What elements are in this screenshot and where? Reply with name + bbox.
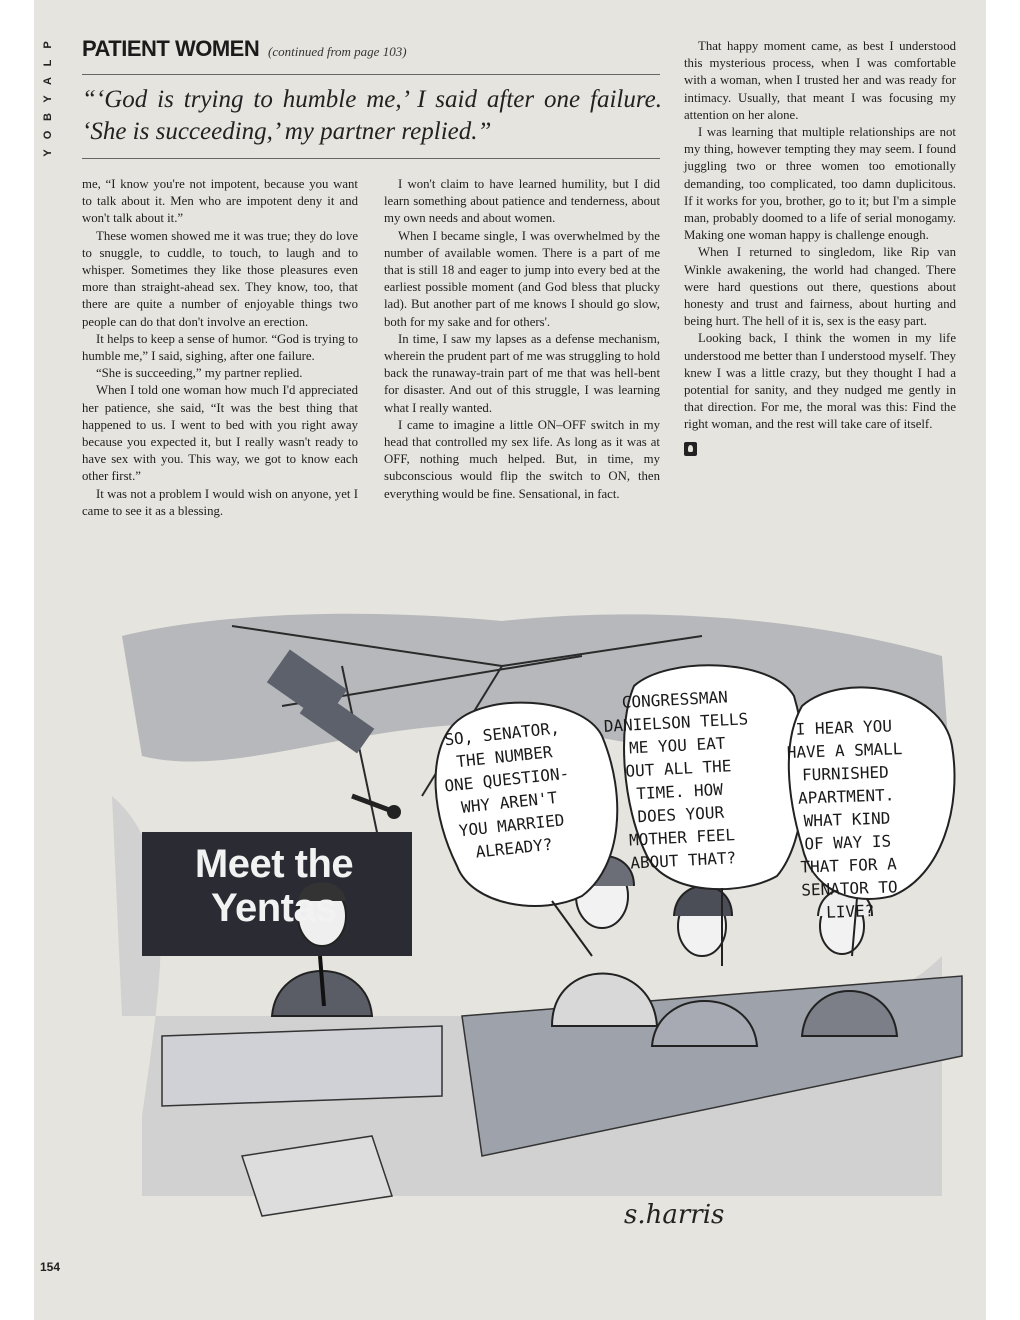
text-column-2 [384, 176, 660, 503]
pull-quote: “‘God is trying to humble me,’ I said after one failure. ‘She is succeeding,’ my partner replied.” [82, 86, 662, 145]
paragraph: Looking back, I think the women in my life understood me better than I understood myself. They knew I was a little crazy, but they thought I had a potential for sanity, and they nudged me gently in that direction. For me, the moral was this: Find the right woman, and the rest will take care of itself. [684, 331, 956, 432]
end-mark-icon [684, 442, 697, 456]
running-head-letter: B [42, 113, 54, 121]
paragraph: It was not a problem I would wish on anyone, yet I came to see it as a blessing. [82, 486, 358, 518]
sign-line: Meet the [194, 842, 354, 886]
page-number: 154 [40, 1260, 61, 1274]
paragraph: These women showed me it was true; they do love to snuggle, to cuddle, to touch, to laugh and to whisper. Sometimes they like those pleasures even more than straight-ahead sex. They know, too, that there are quite a number of enjoyable things two people can do that don't involve an erection. [82, 228, 358, 329]
paragraph: “She is succeeding,” my partner replied. [96, 366, 303, 381]
speech-balloon-3: I HEAR YOU HAVE A SMALL FURNISHED APARTMENT. WHAT KIND OF WAY IS THAT FOR A SENATOR TO LIVE? [786, 716, 903, 922]
running-head-letter: P [42, 41, 54, 49]
magazine-page [34, 0, 986, 1320]
paragraph: When I returned to singledom, like Rip van Winkle awakening, the world had changed. There were hard questions out there, questions about honesty and trust and fairness, about hurting and being hurt. The hell of it is, sex is the easy part. [684, 245, 956, 329]
running-head-letter: Y [42, 95, 54, 103]
running-head-letter: A [42, 77, 54, 85]
paragraph: It helps to keep a sense of humor. “God is trying to humble me,” I said, sighing, after one failure. [82, 331, 358, 364]
paragraph: I was learning that multiple relationships are not my thing, however tempting they may seem. I found juggling two or three women too emotionally demanding, too complicated, too damn duplicitous. If it works for you, brother, go to it; but I'm a simple man, probably doomed to a life of serial monogamy. Making one woman happy is challenge enough. [684, 125, 956, 243]
running-head-letter: O [42, 130, 54, 140]
paragraph: When I told one woman how much I'd appreciated her patience, she said, “It was the best thing that happened to us. I went to bed with you right away because you expected it, but I really wasn't ready to have sex with you. This way, we got to know each other first.” [82, 383, 358, 484]
speech-balloon-1: SO, SENATOR, THE NUMBER ONE QUESTION- WHY AREN'T YOU MARRIED ALREADY? [443, 718, 571, 862]
text-column-3 [684, 38, 956, 461]
paragraph: I came to imagine a little ON–OFF switch in my head that controlled my sex life. As long as it was at OFF, nothing much helped. But, in time, my subconscious would flip the switch to ON, then everything would be fine. Sensational, in fact. [384, 417, 660, 501]
running-head-letter: Y [42, 149, 54, 157]
artist-signature: s.harris [624, 1200, 725, 1230]
paragraph: When I became single, I was overwhelmed by the number of available women. There is a part of me that is still 18 and eager to jump into every bed at the earliest possible moment (and God bless that plucky lad). But another part of me knows I should go slow, both for my sake and for others'. [384, 228, 660, 329]
pull-quote-rule-bottom [82, 158, 660, 159]
speech-balloon-2: CONGRESSMAN DANIELSON TELLS ME YOU EAT OUT ALL THE TIME. HOW DOES YOUR MOTHER FEEL ABOUT THAT? [603, 687, 749, 873]
continued-note: (continued from page 103) [268, 44, 407, 59]
running-head-letter: L [42, 59, 54, 67]
paragraph: I won't claim to have learned humility, but I did learn something about patience and tenderness, about my own needs and about women. [384, 177, 660, 226]
cartoon-sign [154, 842, 394, 930]
text-column-1 [82, 176, 358, 520]
section-title: PATIENT WOMEN [82, 36, 260, 61]
sign-line: Yentas [211, 886, 337, 930]
paragraph: me, “I know you're not impotent, because you want to talk about it. Men who are impotent deny it and won't talk about it.” [82, 177, 358, 226]
paragraph: That happy moment came, as best I understood this mysterious process, when I was comfortable with a woman, when I trusted her and was ready for intimacy. Usually, that meant I was focusing my attention on her alone. [684, 39, 956, 122]
pull-quote-rule-top [82, 74, 660, 75]
cartoon-illustration [82, 596, 972, 1276]
paragraph: In time, I saw my lapses as a defense mechanism, wherein the prudent part of me was struggling to hold back the runaway-train part of me that was hell-bent for disaster. And out of this struggle, I was learning what I really wanted. [384, 331, 660, 415]
magazine-running-head [40, 36, 56, 162]
